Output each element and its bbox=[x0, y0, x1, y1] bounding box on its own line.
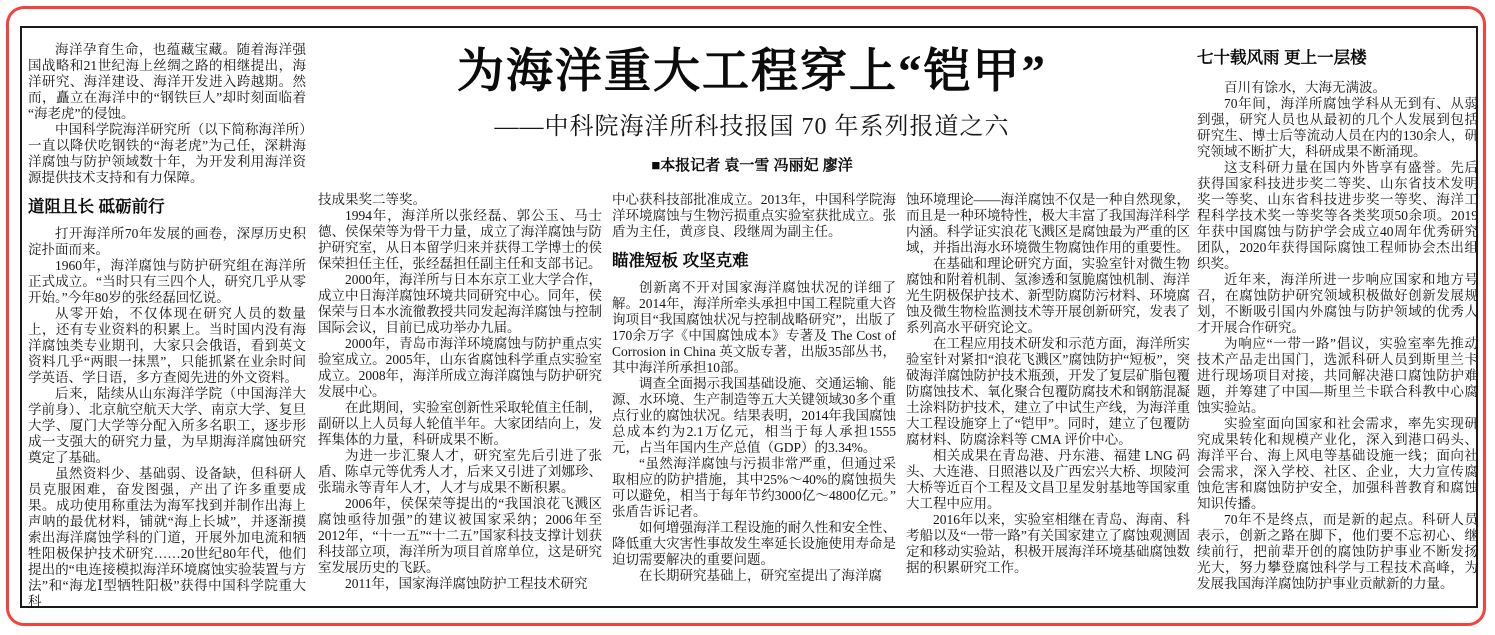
text-column-1 bbox=[28, 42, 306, 610]
paragraph: 如何增强海洋工程设施的耐久性和安全性、降低重大灾害性事故发生率延长设施使用寿命是迫切需要解决的重要问题。 bbox=[612, 520, 896, 567]
paragraph: 创新离不开对国家海洋腐蚀状况的详细了解。2014年，海洋所牵头承担中国工程院重大咨询项目“我国腐蚀状况与控制战略研究”，出版了170余万字《中国腐蚀成本》专著及 The Cost of Corrosion in China 英文版专著，出版35部丛书，其中海洋所承担10部。 bbox=[612, 280, 896, 375]
paragraph-continuation: 中心获科技部批准成立。2013年，中国科学院海洋环境腐蚀与生物污损重点实验室获批成立。张盾为主任，黄彦良、段继周为副主任。 bbox=[612, 192, 896, 239]
paragraph: 在此期间，实验室创新性采取轮值主任制，副研以上人员每人轮值半年。大家团结向上，发挥集体的力量，科研成果不断。 bbox=[318, 400, 602, 447]
text-column-5-sidebar bbox=[1197, 46, 1478, 592]
paragraph: 2006年，侯保荣等提出的“我国浪花飞溅区腐蚀亟待加强”的建议被国家采纳；2006年至2012年，“十一五”“十二五”国家科技支撑计划获科技部立项，海洋所为项目首席单位，这是研究室发展历史的飞跃。 bbox=[318, 496, 602, 575]
paragraph: 1994年，海洋所以张经磊、郭公玉、马士德、侯保荣等为骨干力量，成立了海洋腐蚀与防护研究室，从日本留学归来并获得工学博士的侯保荣担任主任，张经磊担任副主任和支部书记。 bbox=[318, 208, 602, 271]
paragraph: 2000年，青岛市海洋环境腐蚀与防护重点实验室成立。2005年，山东省腐蚀科学重点实验室成立。2008年，海洋所成立海洋腐蚀与防护研究发展中心。 bbox=[318, 336, 602, 399]
article-header bbox=[318, 38, 1186, 175]
paragraph-continuation: 技成果奖二等奖。 bbox=[318, 192, 426, 207]
paragraph: 2000年，海洋所与日本东京工业大学合作，成立中日海洋腐蚀环境共同研究中心。同年，侯保荣与日本水流徹教授共同发起海洋腐蚀与控制国际会议，目前已成功举办九届。 bbox=[318, 272, 602, 335]
paragraph: 1960年，海洋腐蚀与防护研究组在海洋所正式成立。“当时只有三四个人，研究几乎从零开始。”今年80岁的张经磊回忆说。 bbox=[28, 258, 306, 305]
paragraph: 实验室面向国家和社会需求，率先实现研究成果转化和规模产业化，深入到港口码头、海洋平台、海上风电等基础设施一线；面向社会需求，深入学校、社区、企业，大力宣传腐蚀危害和腐蚀防护安全，加强科普教育和腐蚀知识传播。 bbox=[1197, 416, 1478, 511]
paragraph: 在基础和理论研究方面，实验室针对微生物腐蚀和附着机制、氢渗透和氢脆腐蚀机制、海洋光生阴极保护技术、新型防腐防污材料、环境腐蚀及微生物检监测技术等开展创新研究，发表了系列高水平研究论文。 bbox=[906, 256, 1190, 335]
paragraph: 打开海洋所70年发展的画卷，深厚历史积淀扑面而来。 bbox=[28, 226, 306, 257]
paragraph: 2016年以来，实验室相继在青岛、海南、科考船以及“一带一路”有关国家建立了腐蚀观测固定和移动实验站，积极开展海洋环境基础腐蚀数据的积累研究工作。 bbox=[906, 512, 1190, 575]
paragraph: 70年不是终点，而是新的起点。科研人员表示，创新之路在脚下，他们要不忘初心、继续前行，把前辈开创的腐蚀防护事业不断发扬光大，努力攀登腐蚀科学与工程技术高峰，为发展我国海洋腐蚀防护事业贡献新的力量。 bbox=[1197, 512, 1478, 591]
section-heading-1: 道阻且长 砥砺前行 bbox=[28, 198, 165, 216]
paragraph: 调查全面揭示我国基础设施、交通运输、能源、水环境、生产制造等五大关键领域30多个重点行业的腐蚀状况。结果表明，2014年我国腐蚀总成本约为2.1万亿元，相当于每人承担1555元，占当年国内生产总值（GDP）的3.34%。 bbox=[612, 376, 896, 455]
series-subtitle: ——中科院海洋所科技报国 70 年系列报道之六 bbox=[494, 114, 1010, 140]
text-column-4 bbox=[906, 192, 1190, 576]
paragraph: 相关成果在青岛港、丹东港、福建 LNG 码头、大连港、日照港以及广西宏兴大桥、坝陵河大桥等近百个工程及文昌卫星发射基地等国家重大工程中应用。 bbox=[906, 448, 1190, 511]
byline: ■本报记者 袁一雪 冯丽妃 廖洋 bbox=[651, 157, 853, 174]
paragraph-continuation: 蚀环境理论——海洋腐蚀不仅是一种自然现象，而且是一种环境特性，极大丰富了我国海洋科学内涵。科学证实浪花飞溅区是腐蚀最为严重的区域，并指出海水环境微生物腐蚀作用的重要性。 bbox=[906, 192, 1190, 255]
paragraph: 从零开始，不仅体现在研究人员的数量上，还有专业资料的积累上。当时国内没有海洋腐蚀类专业期刊，大家只会俄语，看到英文资料几乎“两眼一抹黑”，只能抓紧在业余时间学英语、学日语，多方查阅先进的外文资料。 bbox=[28, 306, 306, 385]
paragraph: 70年间，海洋所腐蚀学科从无到有、从弱到强，研究人员也从最初的几个人发展到包括研究生、博士后等流动人员在内的130余人，研究领域不断扩大，科研成果不断涌现。 bbox=[1197, 96, 1478, 159]
paragraph: “虽然海洋腐蚀与污损非常严重，但通过采取相应的防护措施，其中25%～40%的腐蚀损失可以避免，相当于每年节约3000亿～4800亿元。”张盾告诉记者。 bbox=[612, 456, 896, 519]
paragraph: 这支科研力量在国内外皆享有盛誉。先后获得国家科技进步奖二等奖、山东省技术发明奖一等奖、山东省科技进步奖一等奖、海洋工程科学技术奖一等奖等各类奖项50余项。2019年获中国腐蚀与防护学会成立40周年优秀研究团队，2020年获得国际腐蚀工程师协会杰出组织奖。 bbox=[1197, 160, 1478, 271]
paragraph: 为响应“一带一路”倡议，实验室率先推动技术产品走出国门，选派科研人员到斯里兰卡进行现场项目对接，共同解决港口腐蚀防护难题，并筹建了中国—斯里兰卡联合科教中心腐蚀实验站。 bbox=[1197, 336, 1478, 415]
text-column-3 bbox=[612, 192, 896, 584]
paragraph: 在工程应用技术研发和示范方面，海洋所实验室针对紧扣“浪花飞溅区”腐蚀防护“短板”，突破海洋腐蚀防护技术瓶颈，开发了复层矿脂包覆防腐蚀技术、氧化聚合包覆防腐技术和钢筋混凝土涂料防护技术，建立了中试生产线，为海洋重大工程设施穿上了“铠甲”。同时，建立了包覆防腐材料、防腐涂料等 CMA 评价中心。 bbox=[906, 336, 1190, 447]
paragraph: 2011年，国家海洋腐蚀防护工程技术研究 bbox=[345, 576, 588, 591]
section-heading-3: 七十载风雨 更上一层楼 bbox=[1197, 49, 1367, 67]
paragraph: 为进一步汇聚人才，研究室先后引进了张盾、陈卓元等优秀人才，后来又引进了刘娜珍、张瑞永等青年人才，人才与成果不断积累。 bbox=[318, 448, 602, 495]
main-headline: 为海洋重大工程穿上“铠甲” bbox=[457, 46, 1047, 98]
paragraph: 海洋孕育生命，也蕴藏宝藏。随着海洋强国战略和21世纪海上丝绸之路的相继提出，海洋研究、海洋建设、海洋开发进入跨越期。然而，矗立在海洋中的“钢铁巨人”却时刻面临着“海老虎”的侵蚀。 bbox=[28, 42, 306, 121]
paragraph: 后来，陆续从山东海洋学院（中国海洋大学前身）、北京航空航天大学、南京大学、复旦大学、厦门大学等分配入所多名职工，逐步形成一支强大的研究力量，为早期海洋腐蚀研究奠定了基础。 bbox=[28, 386, 306, 465]
section-heading-2: 瞄准短板 攻坚克难 bbox=[612, 252, 749, 270]
paragraph: 中国科学院海洋研究所（以下简称海洋所）一直以降伏吃钢铁的“海老虎”为己任，深耕海洋腐蚀与防护领域数十年，为开发利用海洋资源提供技术支持和有力保障。 bbox=[28, 122, 306, 185]
paragraph: 在长期研究基础上，研究室提出了海洋腐 bbox=[639, 568, 882, 583]
paragraph: 百川有馀水，大海无满波。 bbox=[1224, 80, 1386, 95]
text-column-2 bbox=[318, 192, 602, 592]
paragraph: 虽然资料少、基础弱、设备缺，但科研人员克服困难，奋发图强，产出了许多重要成果。成功使用称重法为海军找到并制作出海上声呐的最优材料，铺就“海上长城”，并逐渐摸索出海洋腐蚀学科的门道，开展外加电流和牺牲阳极保护技术研究……20世纪80年代，他们提出的“电连接模拟海洋环境腐蚀实验装置与方法”和“海龙Ⅰ型牺牲阳极”获得中国科学院重大科 bbox=[28, 466, 306, 609]
paragraph: 近年来，海洋所进一步响应国家和地方号召，在腐蚀防护研究领域积极做好创新发展规划，不断吸引国内外腐蚀与防护领域的优秀人才开展合作研究。 bbox=[1197, 272, 1478, 335]
